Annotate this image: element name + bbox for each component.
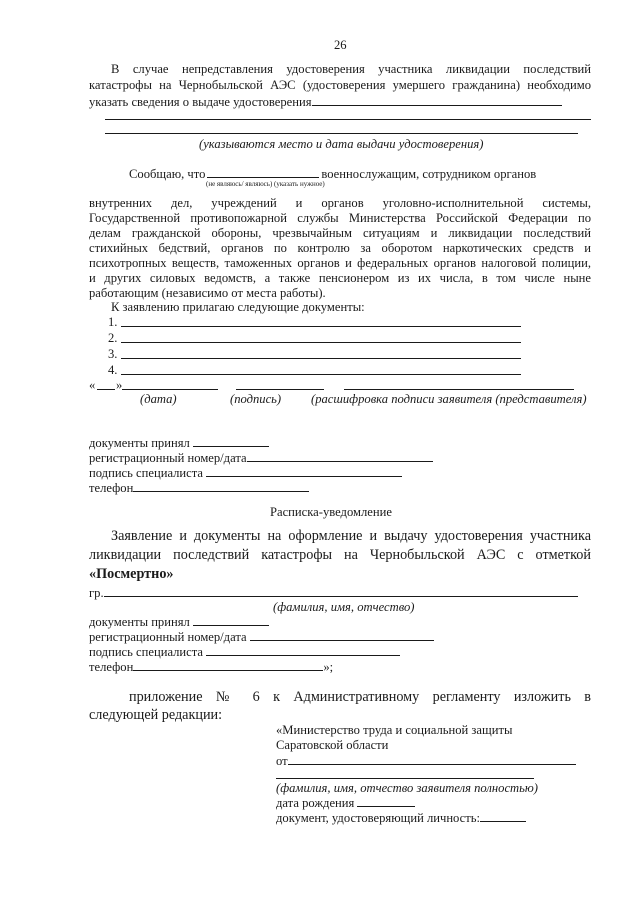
para1-line2: катастрофы на Чернобыльской АЭС (удостоверения умершего гражданина) необходимо — [89, 78, 591, 92]
para2-line7: работающим (независимо от места работы). — [89, 286, 326, 300]
id-document-line — [276, 810, 526, 826]
birth-date-field[interactable] — [357, 795, 415, 807]
page-number: 26 — [334, 38, 347, 52]
fio-hint: (фамилия, имя, отчество) — [273, 600, 415, 614]
served-text: военнослужащим, сотрудником органов — [321, 167, 537, 181]
date-day-field[interactable] — [97, 389, 115, 390]
date-field[interactable] — [122, 389, 218, 390]
reg-number-field[interactable] — [247, 450, 433, 462]
specialist-signature-field[interactable] — [206, 465, 402, 477]
appendix-line2: следующей редакции: — [89, 707, 223, 723]
docs-accepted-line — [89, 435, 269, 451]
specialist-signature-line — [89, 465, 402, 481]
receipt-phone-end: »; — [323, 660, 334, 674]
attachment-field-1[interactable] — [121, 326, 521, 327]
receipt-line1: Заявление и документы на оформление и выдачу удостоверения участника — [111, 528, 591, 544]
phone-field[interactable] — [133, 480, 309, 492]
receipt-docs-accepted-field[interactable] — [193, 614, 269, 626]
receipt-specialist-line — [89, 644, 400, 660]
signature-field[interactable] — [236, 389, 324, 390]
phone-line — [89, 480, 309, 496]
para1-line3 — [89, 94, 562, 110]
signature-decoding-field[interactable] — [344, 389, 574, 390]
phone-label: телефон — [89, 481, 134, 495]
id-document-label: документ, удостоверяющий личность: — [276, 811, 481, 825]
docs-accepted-field[interactable] — [193, 435, 269, 447]
issue-info-line-2[interactable] — [105, 119, 591, 120]
status-hint: (не являюсь/ являюсь) (указать нужное) — [206, 180, 325, 188]
report-text: Сообщаю, что — [129, 167, 206, 181]
attachments-heading: К заявлению прилагаю следующие документы: — [111, 300, 365, 314]
attachment-number: 3. — [108, 347, 118, 361]
para2-line1: внутренних дел, учреждений и органов уголовно-исполнительной системы, — [89, 196, 591, 210]
citizen-label: гр. — [89, 586, 104, 600]
birth-date-label: дата рождения — [276, 796, 355, 810]
citizen-line — [89, 585, 578, 601]
applicant-name-field-2[interactable] — [276, 778, 534, 779]
para2-line6: и других силовых ведомств, а также пенсионером из их числа, в том числе ныне — [89, 271, 591, 285]
para2-line3: делам гражданской обороны, чрезвычайным ситуациям и ликвидации последствий — [89, 226, 591, 240]
receipt-reg-number-line — [89, 629, 434, 645]
receipt-specialist-label: подпись специалиста — [89, 645, 204, 659]
signature-decoding-label: (расшифровка подписи заявителя (представителя) — [311, 392, 587, 406]
id-document-field[interactable] — [480, 810, 526, 822]
attachment-field-4[interactable] — [121, 374, 521, 375]
date-close-quote: » — [116, 378, 123, 392]
applicant-name-hint: (фамилия, имя, отчество заявителя полностью) — [276, 781, 538, 795]
birth-date-line — [276, 795, 415, 811]
receipt-phone-line — [89, 659, 333, 675]
receipt-line2: ликвидации последствий катастрофы на Чернобыльской АЭС с отметкой — [89, 547, 591, 563]
attachment-item — [108, 347, 117, 362]
posthumous-mark: «Посмертно» — [89, 566, 174, 582]
applicant-name-field[interactable] — [288, 753, 576, 765]
issue-info-hint: (указываются место и дата выдачи удостоверения) — [199, 137, 484, 151]
receipt-title: Расписка-уведомление — [270, 505, 392, 519]
para2-line4: стихийных бедствий, органов по контролю за оборотом наркотических средств и — [89, 241, 591, 255]
receipt-phone-field[interactable] — [133, 659, 323, 671]
signature-label: (подпись) — [230, 392, 282, 406]
date-open-quote: « — [89, 378, 96, 392]
receipt-docs-accepted-label: документы принял — [89, 615, 190, 629]
attachment-number: 2. — [108, 331, 118, 345]
receipt-reg-number-field[interactable] — [250, 629, 434, 641]
appendix-line1: приложение № 6 к Административному регламенту изложить в — [129, 689, 591, 705]
attachment-item — [108, 315, 117, 330]
specialist-signature-label: подпись специалиста — [89, 466, 204, 480]
reg-number-label: регистрационный номер/дата — [89, 451, 247, 465]
reg-number-line — [89, 450, 433, 466]
report-line — [129, 166, 536, 182]
address-line1: «Министерство труда и социальной защиты — [276, 723, 513, 737]
from-line — [276, 753, 576, 769]
attachment-item — [108, 331, 117, 346]
receipt-specialist-field[interactable] — [206, 644, 400, 656]
from-label: от — [276, 754, 288, 768]
status-field[interactable] — [207, 166, 319, 178]
issue-info-field[interactable] — [312, 94, 562, 106]
citizen-name-field[interactable] — [104, 585, 578, 597]
attachment-field-3[interactable] — [121, 358, 521, 359]
docs-accepted-label: документы принял — [89, 436, 190, 450]
date-label: (дата) — [140, 392, 177, 406]
para2-line2: Государственной противопожарной службы Министерства Российской Федерации по — [89, 211, 591, 225]
para2-line5: психотропных веществ, таможенных органов и федеральных органов налоговой полиции, — [89, 256, 591, 270]
receipt-docs-accepted-line — [89, 614, 269, 630]
para1-line1: В случае непредставления удостоверения участника ликвидации последствий — [111, 62, 591, 76]
issue-info-line-3[interactable] — [105, 133, 578, 134]
para1-line3-text: указать сведения о выдаче удостоверения — [89, 95, 312, 109]
attachment-number: 4. — [108, 363, 118, 377]
address-line2: Саратовской области — [276, 738, 389, 752]
receipt-reg-number-label: регистрационный номер/дата — [89, 630, 247, 644]
receipt-phone-label: телефон — [89, 660, 134, 674]
attachment-field-2[interactable] — [121, 342, 521, 343]
attachment-item — [108, 363, 117, 378]
attachment-number: 1. — [108, 315, 118, 329]
